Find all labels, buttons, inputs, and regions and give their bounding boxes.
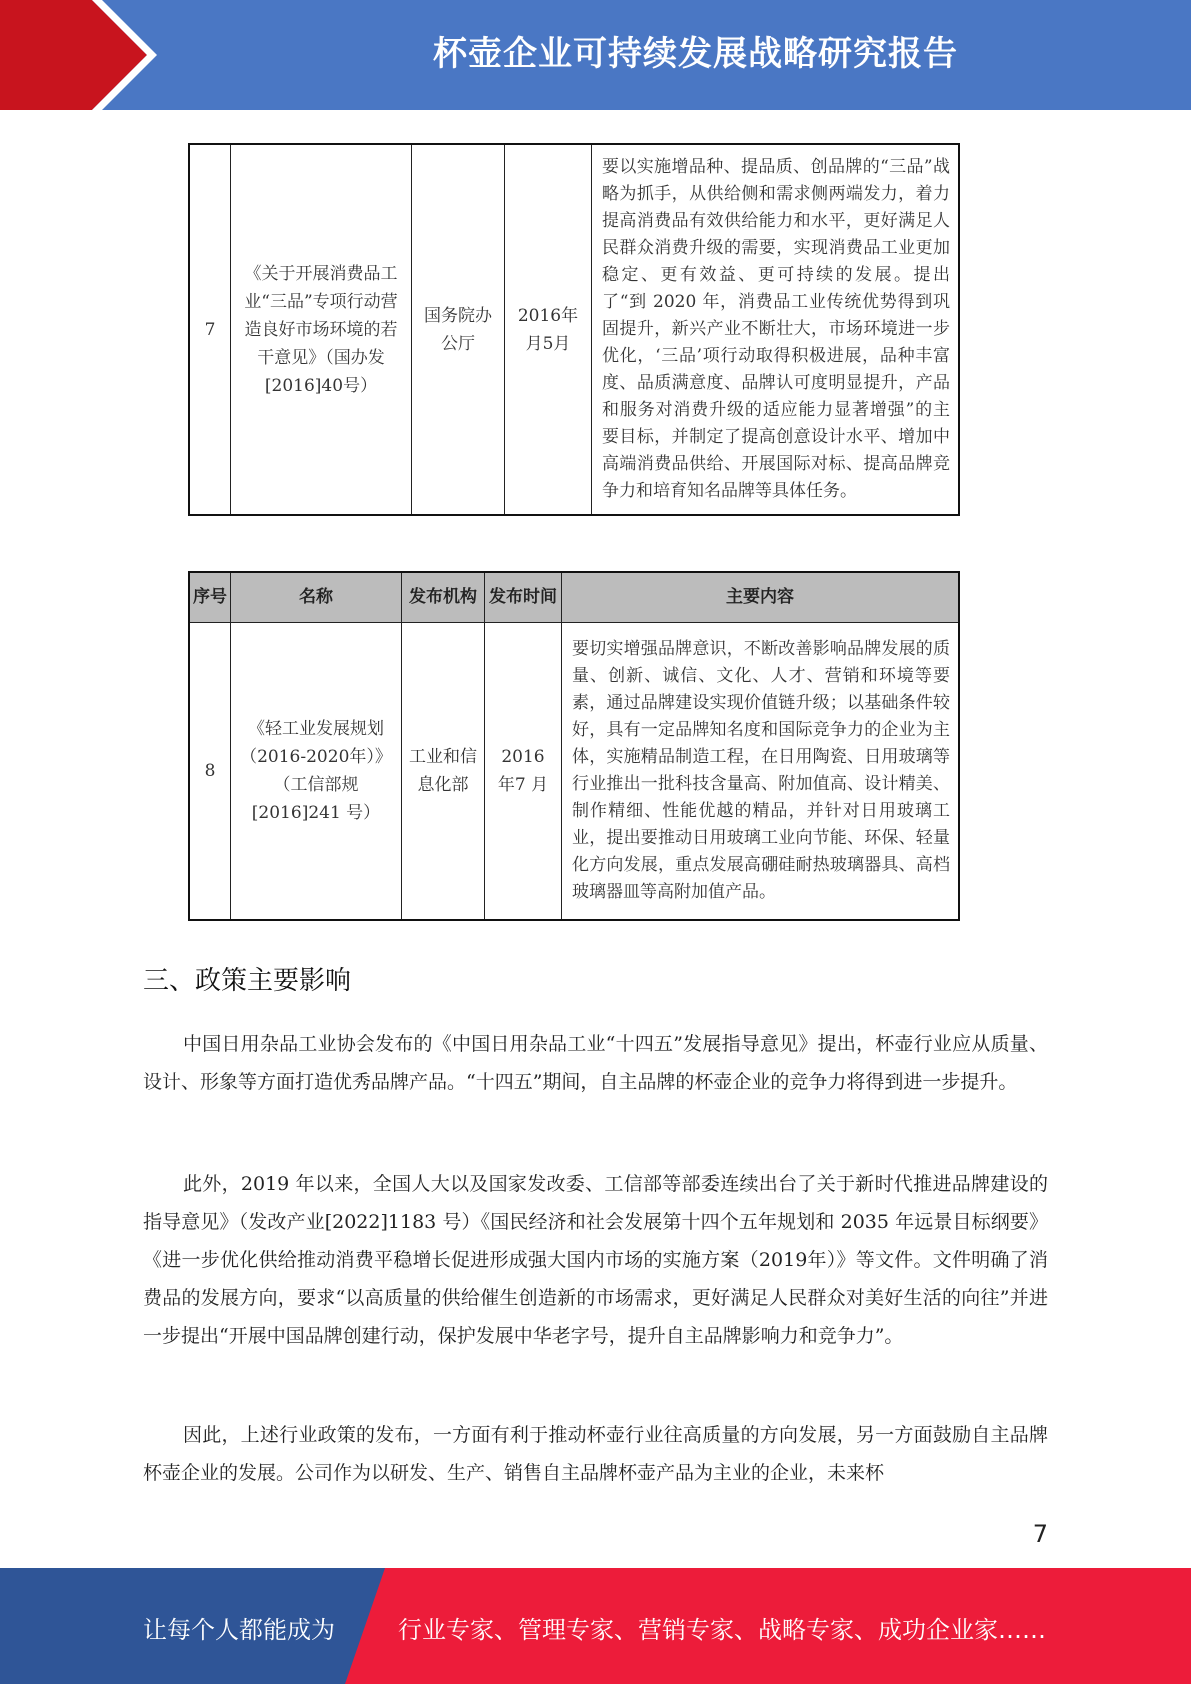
issue-date: 2016 年7 月 [485,622,562,920]
main-content: 要以实施增品种、提品质、创品牌的“三品”战略为抓手，从供给侧和需求侧两端发力，着力提高消费品有效供给能力和水平，更好满足人民群众消费升级的需要，实现消费品工业更加稳定、更有效益、更可持续的发展。提出了“到 2020 年，消费品工业传统优势得到巩固提升，新兴产业不断壮大，市场环境进一步优化，‘三品’项行动取得积极进展，品种丰富度、品质满意度、品牌认可度明显提升，产品和服务对消费升级的适应能力显著增强”的主要目标，并制定了提高创意设计水平、增加中高端消费品供给、开展国际对标、提高品牌竞争力和培育知名品牌等具体任务。 [592,144,960,515]
page-number: 7 [1032,1520,1048,1548]
paragraph: 因此，上述行业政策的发布，一方面有利于推动杯壶行业往高质量的方向发展，另一方面鼓励自主品牌杯壶企业的发展。公司作为以研发、生产、销售自主品牌杯壶产品为主业的企业，未来杯 [143,1424,1048,1484]
row-number: 8 [189,622,231,920]
header-date: 发布时间 [485,572,562,622]
header-content: 主要内容 [562,572,960,622]
header-name: 名称 [231,572,402,622]
paragraph: 中国日用杂品工业协会发布的《中国日用杂品工业“十四五”发展指导意见》提出，杯壶行业应从质量、设计、形象等方面打造优秀品牌产品。“十四五”期间，自主品牌的杯壶企业的竞争力将得到进一步提升。 [143,1033,1048,1093]
issuing-agency: 工业和信息化部 [402,622,485,920]
section-title: 三、政策主要影响 [143,966,352,996]
issuing-agency: 国务院办公厅 [412,144,505,515]
issue-date: 2016年月5月 [505,144,592,515]
header-agency: 发布机构 [402,572,485,622]
table-row [189,144,959,515]
page-footer [0,1568,1191,1684]
policy-name: 《关于开展消费品工业“三品”专项行动营造良好市场环境的若干意见》（国办发[2016]40号） [231,144,412,515]
policy-name: 《轻工业发展规划（2016-2020年）》（工信部规[2016]241 号） [231,622,402,920]
main-content: 要切实增强品牌意识，不断改善影响品牌发展的质量、创新、诚信、文化、人才、营销和环境等要素，通过品牌建设实现价值链升级；以基础条件较好，具有一定品牌知名度和国际竞争力的企业为主体，实施精品制造工程，在日用陶瓷、日用玻璃等行业推出一批科技含量高、附加值高、设计精美、制作精细、性能优越的精品，并针对日用玻璃工业，提出要推动日用玻璃工业向节能、环保、轻量化方向发展，重点发展高硼硅耐热玻璃器具、高档玻璃器皿等高附加值产品。 [562,622,960,920]
page-header [0,0,1191,110]
report-title: 杯壶企业可持续发展战略研究报告 [433,34,958,74]
footer-slogan-right: 行业专家、管理专家、营销专家、战略专家、成功企业家…… [398,1616,1046,1644]
header-number: 序号 [189,572,231,622]
table-row [189,622,959,920]
footer-slogan-left: 让每个人都能成为 [143,1616,335,1644]
policy-table-continued [188,143,960,516]
row-number: 7 [189,144,231,515]
table-header-row [189,572,959,622]
policy-table [188,571,960,921]
paragraph: 此外，2019 年以来，全国人大以及国家发改委、工信部等部委连续出台了关于新时代推进品牌建设的指导意见》（发改产业[2022]1183 号）《国民经济和社会发展第十四个五年规划和 2035 年远景目标纲要》《进一步优化供给推动消费平稳增长促进形成强大国内市场的实施方案（2019年）》等文件。文件明确了消费品的发展方向，要求“以高质量的供给催生创造新的市场需求，更好满足人民群众对美好生活的向往”并进一步提出“开展中国品牌创建行动，保护发展中华老字号，提升自主品牌影响力和竞争力”。 [143,1173,1048,1347]
